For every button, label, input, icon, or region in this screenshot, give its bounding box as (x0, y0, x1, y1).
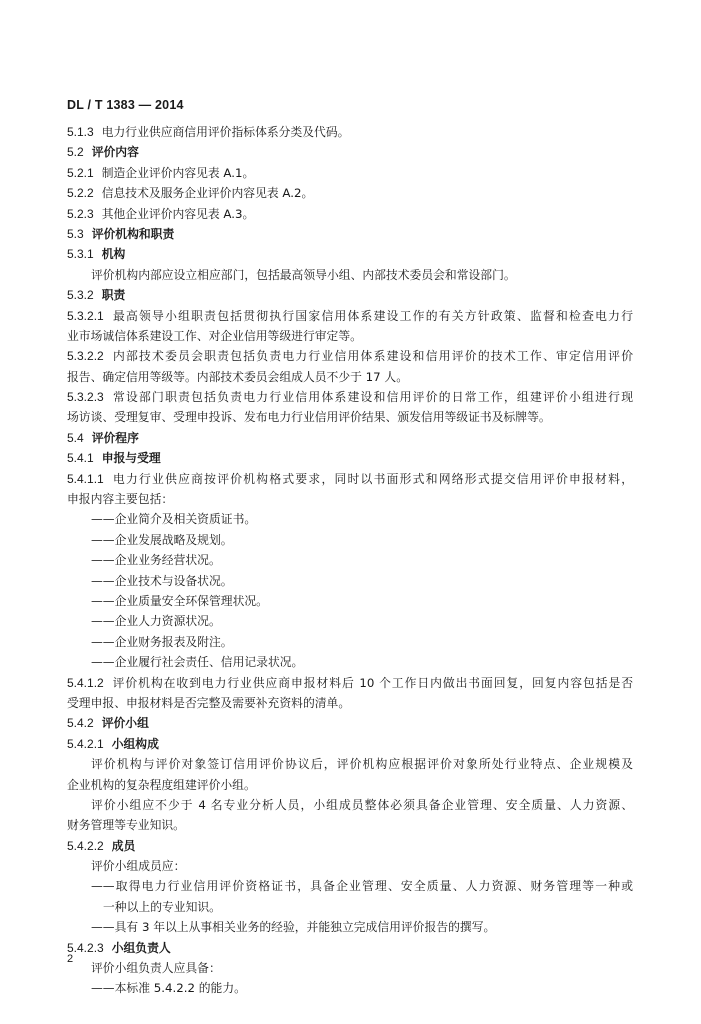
text-line (67, 346, 633, 366)
clause-number: 5.1.3 (67, 125, 94, 139)
clause-text: ——企业财务报表及附注。 (91, 634, 233, 649)
clause-text: 评价程序 (91, 430, 139, 445)
clause-text: 评价小组成员应： (91, 859, 186, 874)
clause-text: 其他企业评价内容见表 A.3。 (101, 206, 255, 221)
clause-text: 场访谈、受理复审、受理申投诉、发布电力行业信用评价结果、颁发信用等级证书及标牌等。 (67, 410, 551, 425)
clause-text: 电力行业供应商信用评价指标体系分类及代码。 (101, 125, 350, 139)
text-line (67, 611, 633, 631)
text-line (67, 815, 633, 835)
text-line (67, 673, 633, 693)
document-body (67, 122, 633, 999)
text-line (67, 897, 633, 917)
text-line (67, 224, 633, 244)
text-line (67, 917, 633, 937)
text-line (67, 469, 633, 489)
text-line (67, 489, 633, 509)
text-line (67, 204, 633, 224)
text-line (67, 775, 633, 795)
clause-text: 机构 (101, 247, 126, 262)
clause-text: 评价机构内部应设立相应部门，包括最高领导小组、内部技术委员会和常设部门。 (91, 267, 516, 282)
clause-text: 小组构成 (111, 736, 159, 751)
text-line (67, 571, 633, 591)
clause-text: 制造企业评价内容见表 A.1。 (101, 165, 255, 180)
clause-number: 5.4.2.3 (67, 940, 104, 955)
page-number: 2 (67, 953, 74, 965)
clause-number: 5.3 (67, 226, 84, 241)
clause-text: 电力行业供应商按评价机构格式要求，同时以书面形式和网络形式提交信用评价申报材料， (111, 471, 633, 486)
clause-text: 企业机构的复杂程度组建评价小组。 (67, 777, 256, 792)
text-line (67, 795, 633, 815)
clause-text: 内部技术委员会职责包括负责电力行业信用体系建设和信用评价的技术工作、审定信用评价 (111, 349, 633, 364)
text-line (67, 938, 633, 958)
text-line (67, 407, 633, 427)
clause-text: ——企业业务经营状况。 (91, 553, 221, 568)
clause-text: ——企业履行社会责任、信用记录状况。 (91, 655, 304, 670)
text-line (67, 163, 633, 183)
clause-number: 5.2 (67, 145, 84, 160)
text-line (67, 734, 633, 754)
text-line (67, 265, 633, 285)
text-line (67, 958, 633, 978)
clause-number: 5.2.3 (67, 206, 94, 221)
clause-text: ——取得电力行业信用评价资格证书，具备企业管理、安全质量、人力资源、财务管理等一种或 (91, 879, 633, 894)
text-line (67, 285, 633, 305)
text-line (67, 754, 633, 774)
text-line (67, 856, 633, 876)
text-line (67, 326, 633, 346)
text-line (67, 367, 633, 387)
clause-text: 信息技术及服务企业评价内容见表 A.2。 (101, 186, 314, 201)
clause-text: ——企业技术与设备状况。 (91, 573, 233, 588)
text-line (67, 306, 633, 326)
clause-text: 评价机构和职责 (91, 226, 175, 241)
clause-text: ——企业发展战略及规划。 (91, 532, 233, 547)
clause-text: 成员 (111, 838, 136, 853)
clause-text: 报告、确定信用等级等。内部技术委员会组成人员不少于 17 人。 (67, 369, 409, 384)
clause-number: 5.4 (67, 430, 84, 445)
clause-number: 5.4.1.2 (67, 675, 104, 690)
clause-number: 5.2.1 (67, 165, 94, 180)
text-line (67, 530, 633, 550)
clause-text: 常设部门职责包括负责电力行业信用体系建设和信用评价的日常工作，组建评价小组进行现 (111, 390, 633, 405)
text-line (67, 387, 633, 407)
clause-text: 小组负责人 (111, 940, 171, 955)
clause-number: 5.3.2.1 (67, 308, 104, 323)
text-line (67, 713, 633, 733)
clause-text: 最高领导小组职责包括贯彻执行国家信用体系建设工作的有关方针政策、监督和检查电力行 (111, 308, 633, 323)
clause-text: 评价机构与评价对象签订信用评价协议后，评价机构应根据评价对象所处行业特点、企业规模及 (91, 757, 633, 772)
clause-number: 5.4.2 (67, 716, 94, 731)
text-line (67, 448, 633, 468)
clause-number: 5.4.2.1 (67, 736, 104, 751)
clause-number: 5.3.2.3 (67, 390, 104, 405)
text-line (67, 428, 633, 448)
clause-text: ——具有 3 年以上从事相关业务的经验，并能独立完成信用评价报告的撰写。 (91, 920, 496, 935)
clause-number: 5.4.2.2 (67, 838, 104, 853)
standard-code-header: DL / T 1383 — 2014 (67, 98, 184, 112)
clause-text: ——企业简介及相关资质证书。 (91, 512, 257, 527)
text-line (67, 591, 633, 611)
text-line (67, 632, 633, 652)
text-line (67, 244, 633, 264)
clause-text: 申报与受理 (101, 451, 161, 466)
clause-text: ——企业质量安全环保管理状况。 (91, 593, 268, 608)
clause-text: 评价小组应不少于 4 名专业分析人员，小组成员整体必须具备企业管理、安全质量、人力资源、 (91, 797, 633, 812)
clause-text: 评价内容 (91, 145, 139, 160)
clause-text: ——企业人力资源状况。 (91, 614, 221, 629)
clause-number: 5.3.2.2 (67, 349, 104, 364)
clause-text: 一种以上的专业知识。 (103, 899, 221, 914)
clause-text: 财务管理等专业知识。 (67, 818, 185, 833)
clause-text: 评价小组负责人应具备： (91, 961, 221, 976)
text-line (67, 876, 633, 896)
clause-number: 5.3.2 (67, 288, 94, 303)
clause-text: 评价小组 (101, 716, 149, 731)
clause-text: 业市场诚信体系建设工作、对企业信用等级进行审定等。 (67, 328, 362, 343)
clause-number: 5.4.1 (67, 451, 94, 466)
clause-text: 申报内容主要包括： (67, 492, 174, 507)
text-line (67, 978, 633, 998)
clause-number: 5.2.2 (67, 186, 94, 201)
text-line (67, 550, 633, 570)
clause-number: 5.3.1 (67, 247, 94, 262)
clause-text: ——本标准 5.4.2.2 的能力。 (91, 981, 246, 996)
text-line (67, 122, 633, 142)
text-line (67, 183, 633, 203)
clause-number: 5.4.1.1 (67, 471, 104, 486)
text-line (67, 509, 633, 529)
text-line (67, 652, 633, 672)
text-line (67, 693, 633, 713)
clause-text: 评价机构在收到电力行业供应商申报材料后 10 个工作日内做出书面回复，回复内容包括是否 (111, 675, 633, 690)
text-line (67, 142, 633, 162)
clause-text: 受理申报、申报材料是否完整及需要补充资料的清单。 (67, 695, 351, 710)
clause-text: 职责 (101, 288, 126, 303)
text-line (67, 836, 633, 856)
